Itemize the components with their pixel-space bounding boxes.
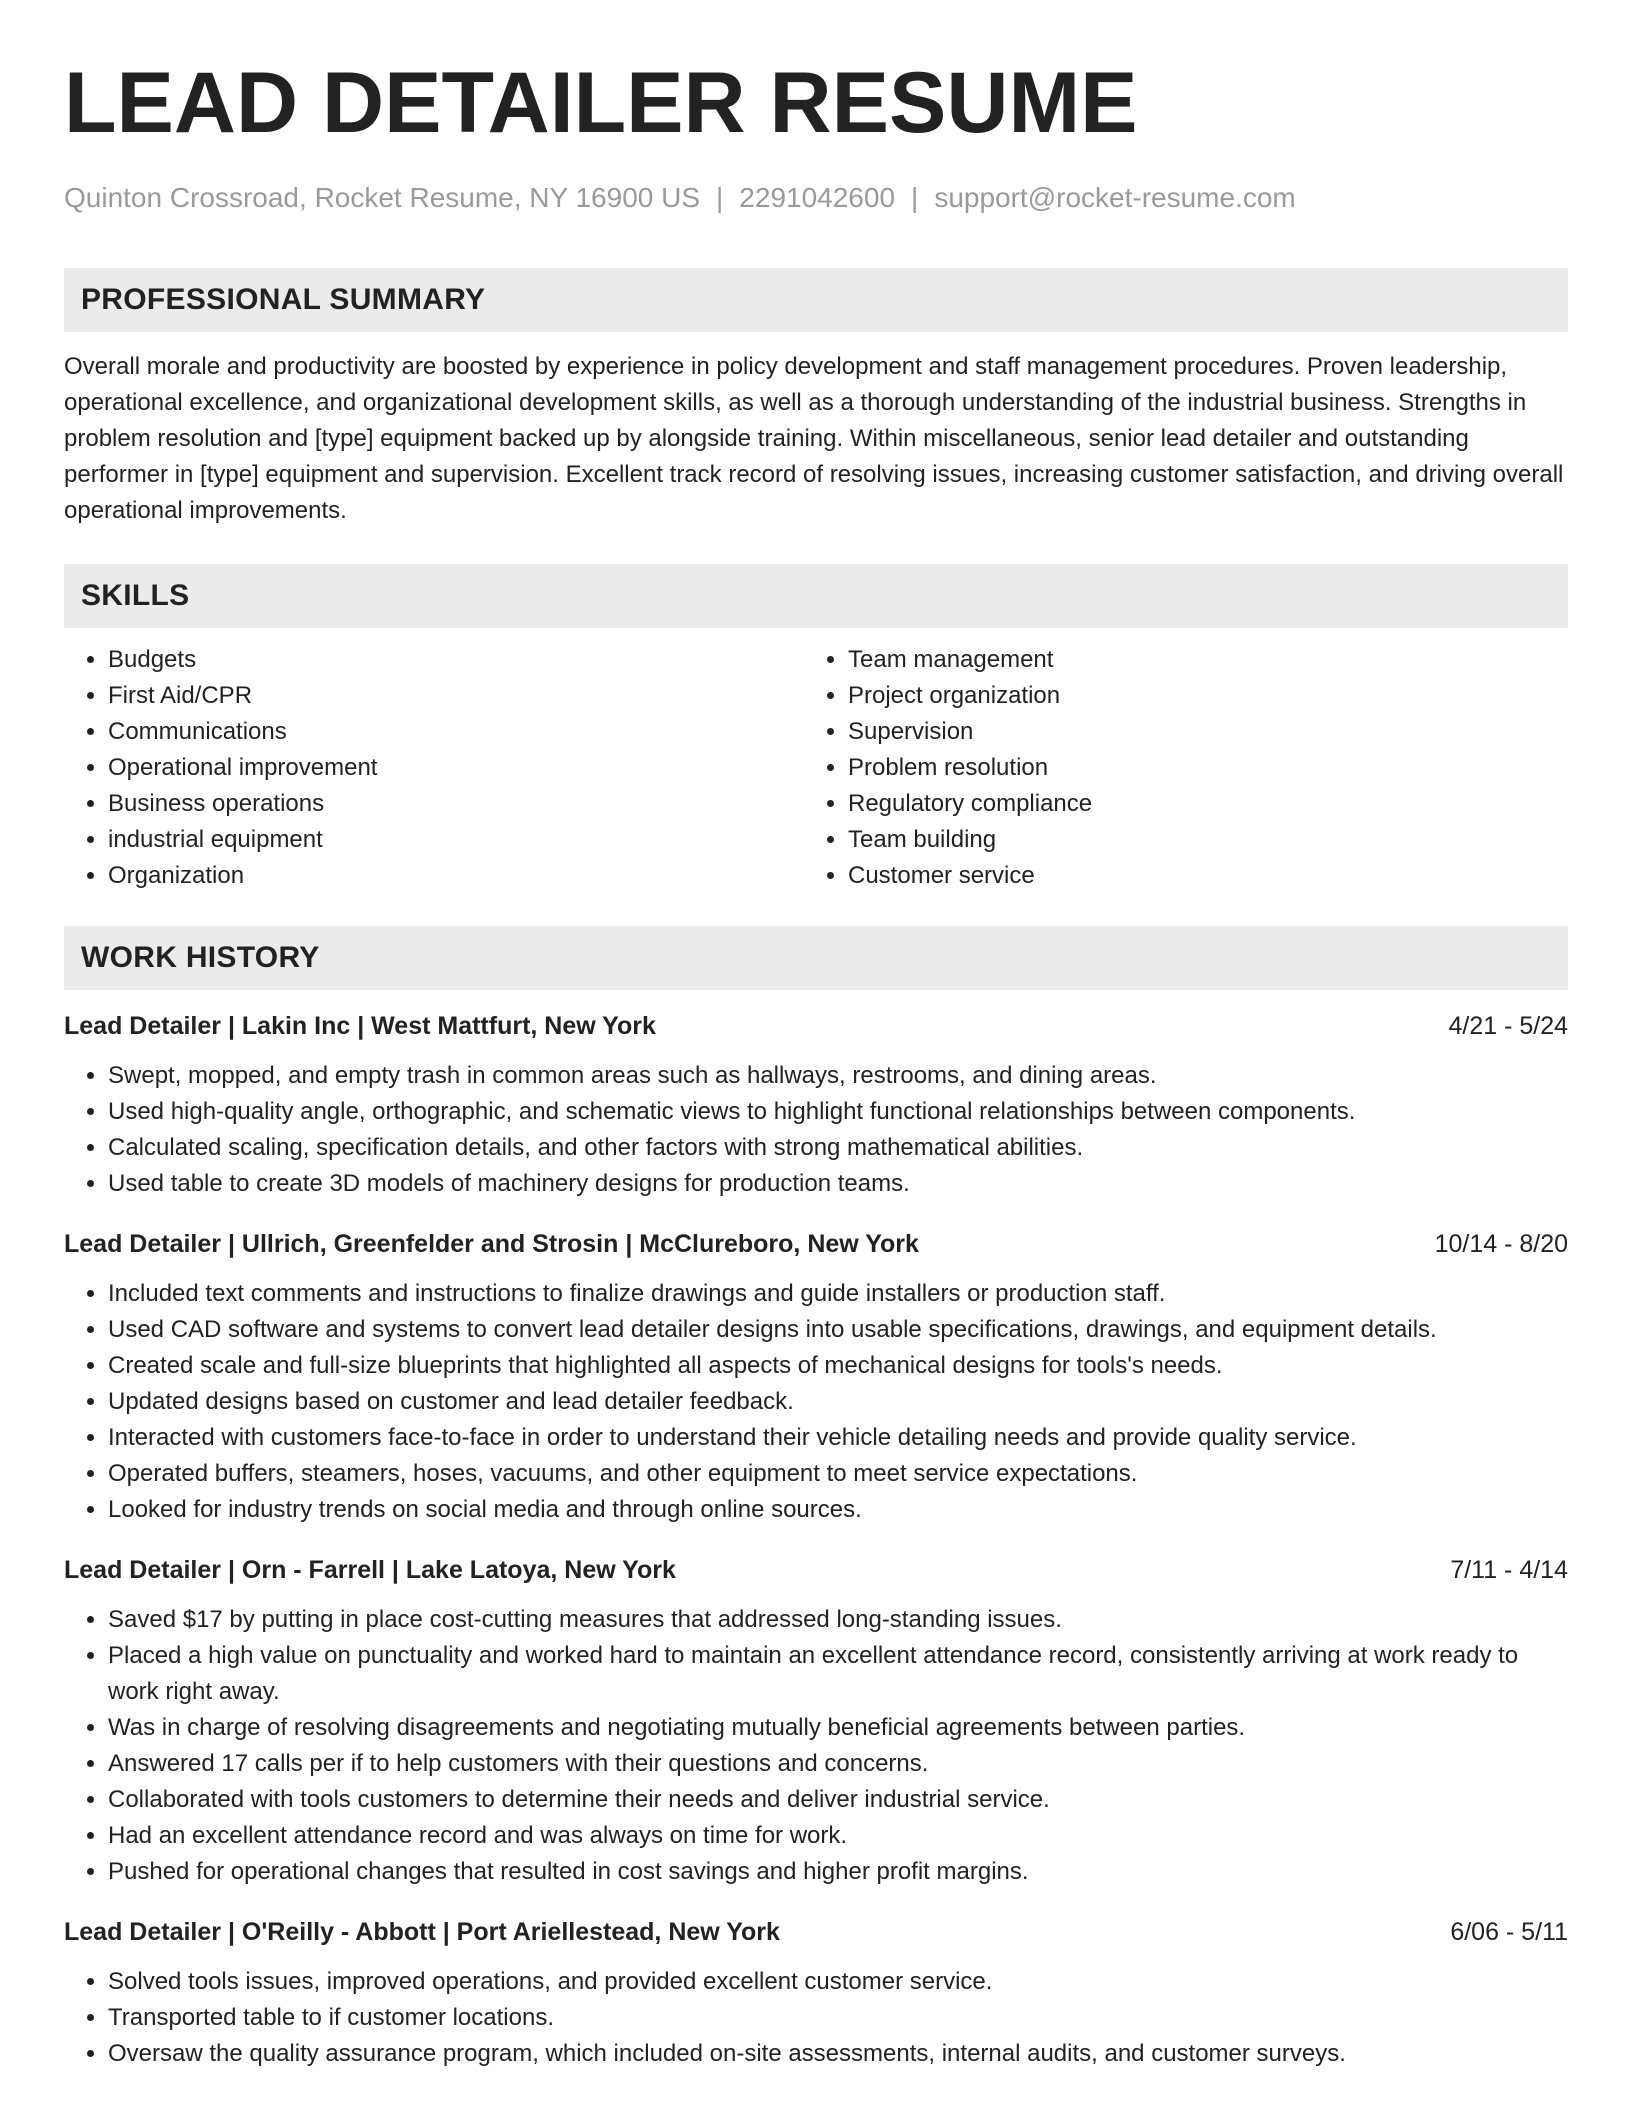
skill-item: • Problem resolution [848,750,1564,786]
skill-item: • Budgets [108,642,804,678]
skill-item: • Team management [848,642,1564,678]
skills-column-right [804,642,1564,894]
summary-text: Overall morale and productivity are boosted by experience in policy development and staff management procedures. Proven leadership, operational excellence, and organizational development skills, as well as a thorough understanding of the industrial business. Strengths in problem resolution and [type] equipment backed up by alongside training. Within miscellaneous, senior lead detailer and outstanding performer in [type] equipment and supervision. Excellent track record of resolving issues, increasing customer satisfaction, and driving overall operational improvements. [64,353,1564,524]
job-dates: 7/11 - 4/14 [1450,1556,1568,1584]
job-bullet: • Was in charge of resolving disagreements and negotiating mutually beneficial agreements between parties. [108,1710,1568,1746]
job-entry [64,1912,1568,2072]
job-bullet: • Interacted with customers face-to-face in order to understand their vehicle detailing needs and provide quality service. [108,1420,1568,1456]
contact-separator: | [911,182,919,213]
job-bullet: • Calculated scaling, specification details, and other factors with strong mathematical abilities. [108,1130,1568,1166]
resume-title: LEAD DETAILER RESUME [64,55,1138,151]
skill-item: • Team building [848,822,1564,858]
job-bullet: • Saved $17 by putting in place cost-cutting measures that addressed long-standing issues. [108,1602,1568,1638]
job-header [64,1224,1568,1264]
contact-phone: 2291042600 [739,182,896,213]
skills-heading: SKILLS [64,564,1568,628]
job-bullet: • Had an excellent attendance record and was always on time for work. [108,1818,1568,1854]
job-bullets [64,1602,1568,1890]
job-title: Lead Detailer | Ullrich, Greenfelder and Strosin | McClureboro, New York [64,1230,919,1258]
contact-address: Quinton Crossroad, Rocket Resume, NY 16900 US [64,182,701,213]
job-dates: 6/06 - 5/11 [1450,1918,1568,1946]
skill-item: • Communications [108,714,804,750]
skill-item: • First Aid/CPR [108,678,804,714]
job-title: Lead Detailer | Lakin Inc | West Mattfurt, New York [64,1012,656,1040]
skills-column-left [64,642,804,894]
job-bullet: • Answered 17 calls per if to help customers with their questions and concerns. [108,1746,1568,1782]
skill-item: • Customer service [848,858,1564,894]
job-bullets [64,1058,1568,1202]
job-bullet: • Operated buffers, steamers, hoses, vacuums, and other equipment to meet service expectations. [108,1456,1568,1492]
skill-item: • Business operations [108,786,804,822]
job-dates: 10/14 - 8/20 [1434,1230,1568,1258]
job-header [64,1912,1568,1952]
job-bullet: • Oversaw the quality assurance program, which included on-site assessments, internal audits, and customer surveys. [108,2036,1568,2072]
job-bullet: • Solved tools issues, improved operations, and provided excellent customer service. [108,1964,1568,2000]
job-title: Lead Detailer | O'Reilly - Abbott | Port Ariellestead, New York [64,1918,780,1946]
job-bullet: • Looked for industry trends on social media and through online sources. [108,1492,1568,1528]
skill-item: • Regulatory compliance [848,786,1564,822]
skill-item: • Project organization [848,678,1564,714]
contact-line [64,178,1568,218]
job-entry [64,1006,1568,1202]
work-history-heading: WORK HISTORY [64,926,1568,990]
contact-separator: | [716,182,724,213]
job-bullet: • Created scale and full-size blueprints that highlighted all aspects of mechanical designs for tools's needs. [108,1348,1568,1384]
job-bullet: • Included text comments and instructions to finalize drawings and guide installers or production staff. [108,1276,1568,1312]
job-bullet: • Placed a high value on punctuality and worked hard to maintain an excellent attendance record, consistently arriving at work ready to work right away. [108,1638,1568,1710]
job-bullet: • Collaborated with tools customers to determine their needs and deliver industrial service. [108,1782,1568,1818]
job-bullet: • Pushed for operational changes that resulted in cost savings and higher profit margins. [108,1854,1568,1890]
job-bullet: • Used table to create 3D models of machinery designs for production teams. [108,1166,1568,1202]
job-bullets [64,1964,1568,2072]
skill-item: • industrial equipment [108,822,804,858]
skill-item: • Supervision [848,714,1564,750]
job-bullet: • Used CAD software and systems to convert lead detailer designs into usable specifications, drawings, and equipment details. [108,1312,1568,1348]
job-header [64,1006,1568,1046]
skill-item: • Organization [108,858,804,894]
job-entry [64,1550,1568,1890]
contact-email: support@rocket-resume.com [934,182,1296,213]
job-title: Lead Detailer | Orn - Farrell | Lake Latoya, New York [64,1556,676,1584]
job-bullet: • Used high-quality angle, orthographic, and schematic views to highlight functional relationships between components. [108,1094,1568,1130]
job-bullet: • Updated designs based on customer and lead detailer feedback. [108,1384,1568,1420]
job-header [64,1550,1568,1590]
job-bullet: • Swept, mopped, and empty trash in common areas such as hallways, restrooms, and dining areas. [108,1058,1568,1094]
summary-heading: PROFESSIONAL SUMMARY [64,268,1568,332]
job-dates: 4/21 - 5/24 [1448,1012,1568,1040]
skill-item: • Operational improvement [108,750,804,786]
skills-list [64,642,1568,894]
job-entry [64,1224,1568,1528]
job-bullet: • Transported table to if customer locations. [108,2000,1568,2036]
job-bullets [64,1276,1568,1528]
